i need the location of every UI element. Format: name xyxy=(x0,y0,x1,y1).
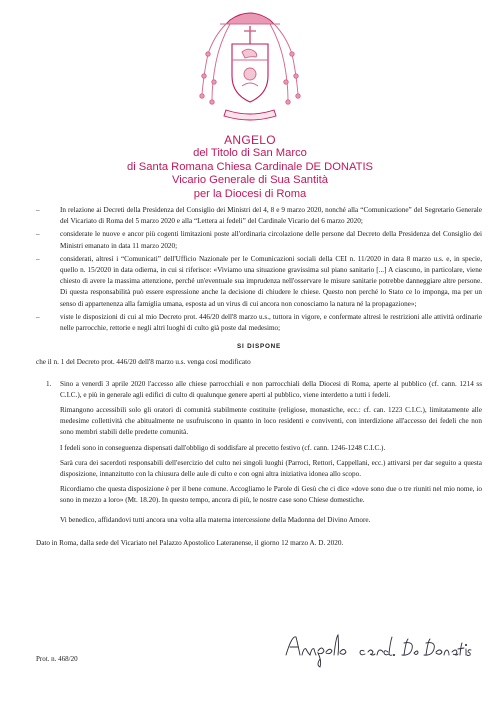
dash-bullet: – xyxy=(36,230,40,239)
article-paragraph: Sino a venerdì 3 aprile 2020 l'accesso alle chiese parrocchiali e non parrocchiali della Diocesi di Roma, aperte al pubblico (cf. cann. 1214 ss C.I.C.), e più in generale agli edifici di culto di qualunque genere aperti al pubblico, viene interdetto a tutti i fedeli. xyxy=(60,379,482,399)
premise-text: considerati, altresì i “Comunicati” dell'Ufficio Nazionale per le Comunicazioni sociali della CEI n. 11/2020 in data 8 marzo u.s. e, in specie, quello n. 15/2020 in data odierna, in cui si riferisce: «Viviamo una situazione gravissima sul piano sanitario [...] A ciascuno, in particolare, viene chiesto di avere la massima attenzione, perché un'eventuale sua imprudenza nell'osservare le misure sanitarie potrebbe danneggiare altre persone. Di questa responsabilità può essere espressione anche la decisione di chiudere le chiese. Questo non perché lo Stato ce lo imponga, ma per un senso di appartenenza alla famiglia umana, esposta ad un virus di cui ancora non conosciamo la natura né la propagazione»; xyxy=(60,254,482,308)
premise-text: viste le disposizioni di cui al mio Decreto prot. 446/20 dell'8 marzo u.s., tuttora in vigore, e confermate altresì le restrizioni alle attività ordinarie nelle parrocchie, rettorie e negli altri luoghi di culto già poste dal medesimo; xyxy=(60,312,482,333)
article-number: 1. xyxy=(46,379,52,388)
article-paragraph: Ricordiamo che questa disposizione è per il bene comune. Accogliamo le Parole di Gesù che ci dice «dove sono due o tre riuniti nel mio nome, io sono in mezzo a loro» (Mt. 18.20). In questo tempo, ancora di più, le nostre case sono Chiese domestiche. xyxy=(60,485,482,505)
issuer-title-line-4: per la Diocesi di Roma xyxy=(193,187,307,200)
modification-intro: che il n. 1 del Decreto prot. 446/20 dell'8 marzo u.s. venga così modificato xyxy=(36,358,251,367)
issuer-name: ANGELO xyxy=(224,133,276,147)
premise-item xyxy=(36,254,482,310)
premise-item xyxy=(36,205,482,227)
dash-bullet: – xyxy=(36,206,40,214)
decree-body xyxy=(36,205,482,549)
article-paragraph: Sarà cura dei sacerdoti responsabili dell'esercizio del culto nei singoli luoghi (Parroci, Rettori, Cappellani, ecc.) attivarsi per dar seguito a questa disposizione, innanzitutto con la chiusura delle aule di culto e con ogni altra iniziativa idonea allo scopo. xyxy=(60,458,482,479)
protocol-number: Prot. n. 468/20 xyxy=(36,655,78,663)
premise-text: considerate le nuove e ancor più cogenti limitazioni poste all'ordinaria circolazione delle persone dal Decreto della Presidenza del Consiglio dei Ministri emanato in data 11 marzo 2020; xyxy=(60,230,482,250)
article-paragraph: Rimangono accessibili solo gli oratori di comunità stabilmente costituite (religiose, monastiche, ecc.: cf. can. 1223 C.I.C.), limitatamente alle medesime collettività che abitualmente ne usufruiscono in quanto in loco residenti e conviventi, con interdizione all'accesso dei fedeli che non sono membri stabili delle predette comunità. xyxy=(60,406,482,437)
premise-item xyxy=(36,229,482,251)
dash-bullet: – xyxy=(36,254,40,263)
blessing-text: Vi benedico, affidandovi tutti ancora una volta alla materna intercessione della Madonna del Divino Amore. xyxy=(60,515,371,524)
given-in-rome-line: Dato in Roma, dalla sede del Vicariato nel Palazzo Apostolico Lateranense, il giorno 12 marzo A. D. 2020. xyxy=(36,538,344,547)
coat-of-arms-icon xyxy=(190,2,310,132)
dispone-heading: SI DISPONE xyxy=(236,343,282,351)
issuer-title-line-3: Vicario Generale di Sua Santità xyxy=(172,174,328,187)
handwritten-signature xyxy=(282,625,472,673)
premise-item xyxy=(36,312,482,334)
premise-text: In relazione ai Decreti della Presidenza del Consiglio dei Ministri del 4, 8 e 9 marzo 2020, nonché alla “Comunicazione” del Segretario Generale del Vicariato di Roma del 5 marzo 2020 e alla “Lettera ai fedeli” del Cardinale Vicario del 6 marzo 2020; xyxy=(60,206,482,226)
issuer-heading xyxy=(0,134,500,201)
issuer-title-line-1: del Titolo di San Marco xyxy=(193,147,307,160)
decree-article xyxy=(36,379,482,507)
article-paragraph: I fedeli sono in conseguenza dispensati dall'obbligo di soddisfare al precetto festivo (cf. cann. 1246-1248 C.I.C.). xyxy=(60,443,386,452)
issuer-title-line-2: di Santa Romana Chiesa Cardinale DE DONATIS xyxy=(126,160,374,173)
dash-bullet: – xyxy=(36,312,40,321)
